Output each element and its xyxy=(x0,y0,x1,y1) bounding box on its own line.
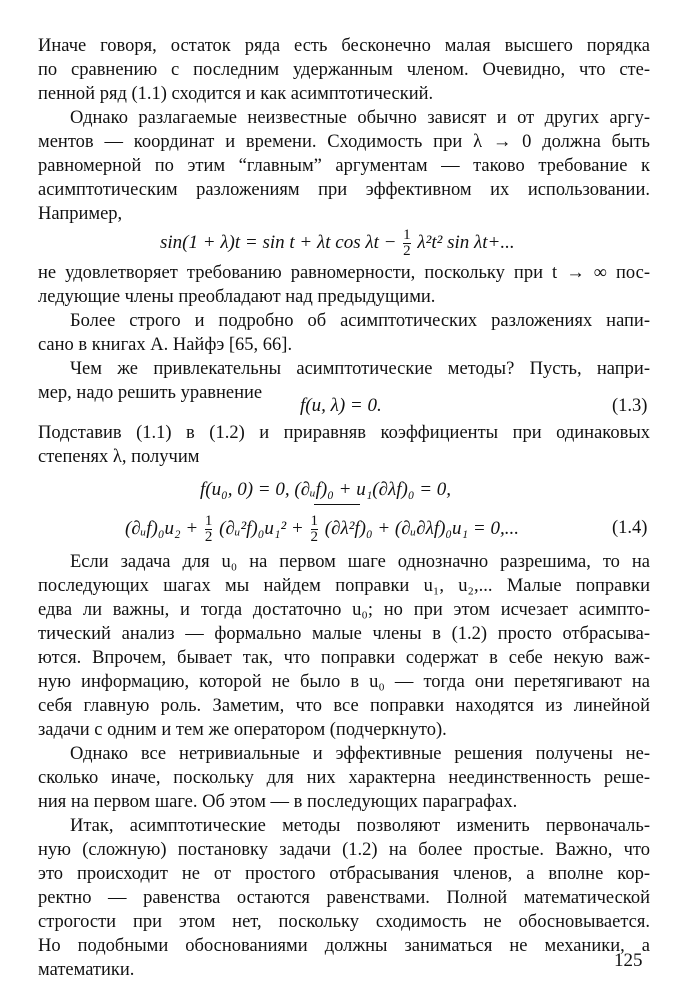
text-line: строгости при этом нет, поскольку сходимость не обосновывается. xyxy=(38,912,650,932)
text-line: это происходит не от простого отбрасывания членов, а вполне кор- xyxy=(38,864,650,884)
text-line: ледующие члены преобладают над предыдущими. xyxy=(38,287,436,307)
equation-1-4-first-row xyxy=(200,478,451,502)
text-line: не удовлетворяет требованию равномерности, поскольку при t → ∞ пос- xyxy=(38,263,650,283)
fraction-numerator: 1 xyxy=(403,227,411,243)
text-line: Итак, асимптотические методы позволяют изменить первоначаль- xyxy=(70,816,650,836)
text-line: равномерной по этим “главным” аргументам — таково требование к xyxy=(38,156,650,176)
page-number: 125 xyxy=(614,950,643,971)
text-line: пенной ряд (1.1) сходится и как асимптотический. xyxy=(38,84,434,104)
fraction-numerator: 1 xyxy=(204,513,213,529)
equation-part: sin(1 + λ)t = sin t + λt cos λt − xyxy=(160,231,397,253)
text-line: задачи с одним и тем же оператором (подчеркнуто). xyxy=(38,720,447,740)
text-line: едва ли важны, и тогда достаточно u₀; но при этом исчезает асимпто- xyxy=(38,600,650,620)
text-line: Подставив (1.1) в (1.2) и приравняв коэффициенты при одинаковых xyxy=(38,423,650,443)
text-line: сано в книгах А. Найфэ [65, 66]. xyxy=(38,335,293,355)
text-line: ную информацию, которой не было в u₀ — тогда они перетягивают на xyxy=(38,672,650,692)
text-line: Но подобными обоснованиями должны заниматься не механики, а xyxy=(38,936,650,956)
equation-1-4-second-row xyxy=(125,514,519,545)
fraction xyxy=(205,514,213,545)
operator-underlined: (∂ᵤf)₀ xyxy=(294,479,334,500)
equation-label: (1.3) xyxy=(612,396,648,416)
fraction xyxy=(403,228,411,259)
text-line: Если задача для u₀ на первом шаге однозначно разрешима, то на xyxy=(70,552,650,572)
text-line: ментов — координат и времени. Сходимость при λ → 0 должна быть xyxy=(38,132,650,152)
operator-underline xyxy=(314,504,360,505)
text-line: ния на первом шаге. Об этом — в последующих параграфах. xyxy=(38,792,518,812)
equation-part: (∂ᵤ²f)₀u₁² + xyxy=(219,517,304,539)
text-line: тический анализ — формально малые члены в (1.2) просто отбрасыва- xyxy=(38,624,650,644)
equation-label: (1.4) xyxy=(612,518,648,538)
text-line: ную (сложную) постановку задачи (1.2) на более простые. Важно, что xyxy=(38,840,650,860)
fraction-numerator: 1 xyxy=(310,513,318,529)
text-line: по сравнению с последним удержанным членом. Очевидно, что сте- xyxy=(38,60,650,80)
equation-part: λ²t² sin λt+... xyxy=(417,231,515,253)
fraction-denominator: 2 xyxy=(310,529,318,545)
equation-part: f(u₀, 0) = 0, xyxy=(200,479,290,500)
equation-sin-expansion xyxy=(160,228,515,259)
fraction-denominator: 2 xyxy=(403,243,411,259)
text-line: асимптотическим разложениям при эффективном их использовании. xyxy=(38,180,650,200)
text-line: Чем же привлекательны асимптотические методы? Пусть, напри- xyxy=(70,359,650,379)
fraction xyxy=(311,514,319,545)
text-line: математики. xyxy=(38,960,135,980)
equation-1-3: f(u, λ) = 0. xyxy=(300,395,382,416)
text-line: Более строго и подробно об асимптотических разложениях напи- xyxy=(70,311,650,331)
text-line: себя главную роль. Заметим, что все поправки находятся из линейной xyxy=(38,696,650,716)
text-line: ректно — равенства остаются равенствами. Полной математической xyxy=(38,888,650,908)
text-line: ются. Впрочем, бывает так, что поправки содержат в себе некую важ- xyxy=(38,648,650,668)
equation-part: (∂ᵤf)₀u₂ + xyxy=(125,517,199,539)
fraction-denominator: 2 xyxy=(204,529,213,545)
text-line: мер, надо решить уравнение xyxy=(38,383,263,403)
text-line: сколько иначе, поскольку для них характерна неединственность реше- xyxy=(38,768,650,788)
equation-part: + u₁(∂λf)₀ = 0, xyxy=(338,479,452,500)
text-line: последующих шагах мы найдем поправки u₁, u₂,... Малые поправки xyxy=(38,576,650,596)
text-line: степенях λ, получим xyxy=(38,447,200,467)
equation-part: (∂λ²f)₀ + (∂ᵤ∂λf)₀u₁ = 0,... xyxy=(324,517,519,539)
text-line: Иначе говоря, остаток ряда есть бесконечно малая высшего порядка xyxy=(38,36,650,56)
text-line: Однако разлагаемые неизвестные обычно зависят и от других аргу- xyxy=(70,108,650,128)
text-line: Например, xyxy=(38,204,123,224)
text-line: Однако все нетривиальные и эффективные решения получены не- xyxy=(70,744,650,764)
